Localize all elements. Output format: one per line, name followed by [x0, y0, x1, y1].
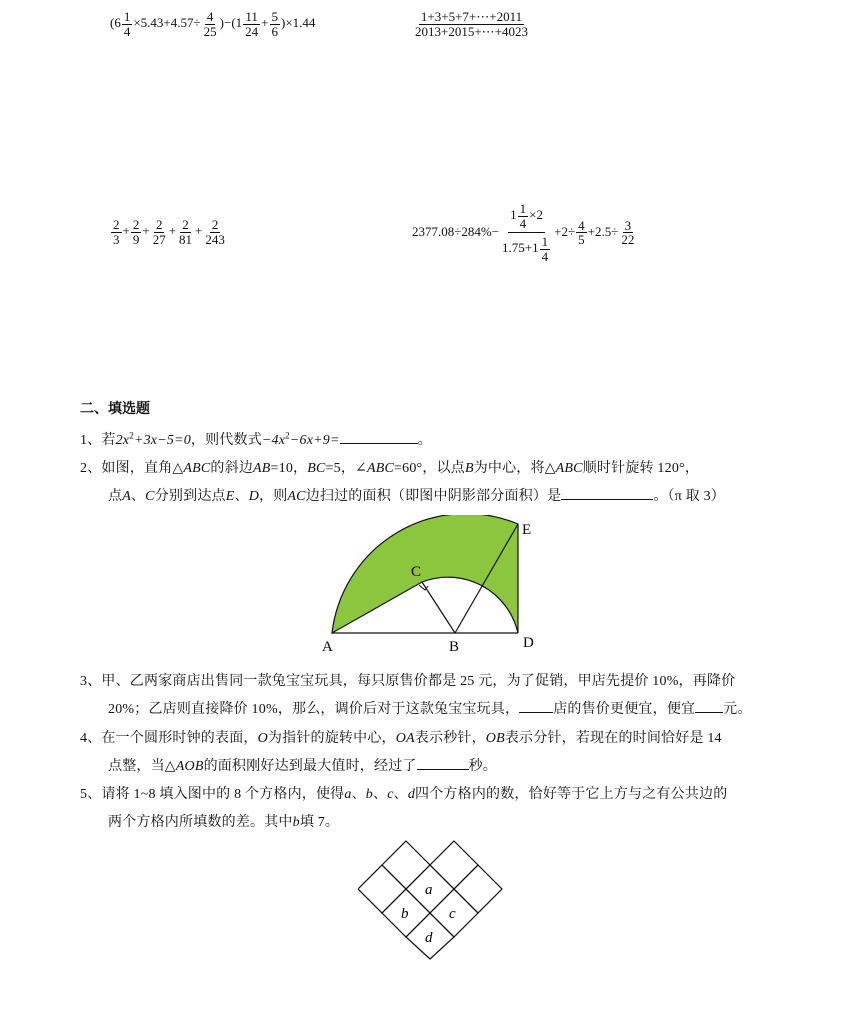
answer-blank[interactable]: [695, 712, 723, 713]
question-2-line-1: 2、如图，直角△ABC的斜边AB=10，BC=5，∠ABC=60°，以点B为中心，将△ABC顺时针旋转 120°，: [80, 461, 700, 476]
calc-expression-1: (6 $\frac{1}{4}$ ×5.43+4.57÷ $\frac{4}{25}$ )−(1 $\frac{11}{24}$ + $\frac{5}{6}$ )×1.44: [110, 9, 316, 39]
label-A: A: [322, 639, 333, 655]
shaded-region: [332, 515, 518, 633]
label-a: a: [425, 882, 433, 898]
fraction: $\frac{5}{6}$: [271, 9, 278, 39]
question-2-line-2: 点A、C分别到达点E、D，则AC边扫过的面积（即图中阴影部分面积）是 。（π 取 3）: [108, 489, 725, 504]
complex-fraction: 1 $\frac{1}{4}$ ×2 1.75+1 $\frac{1}{4}$: [502, 201, 549, 264]
grid-cell: [454, 865, 502, 913]
fraction: $\frac{4}{25}$: [203, 9, 217, 39]
fraction: $\frac{1}{4}$: [123, 9, 131, 39]
answer-blank[interactable]: [561, 499, 653, 500]
segment-BC: [422, 582, 455, 633]
question-3-line-1: 3、甲、乙两家商店出售同一款兔宝宝玩具，每只原售价都是 25 元，为了促销，甲店先提价 10%，再降价: [80, 674, 736, 689]
diamond-grid-figure: [358, 840, 504, 960]
answer-blank[interactable]: [340, 443, 418, 444]
fraction: $\frac{1+3+5+7+\cdots+2011}{2013+2015+\cdots+4023}$: [415, 9, 528, 39]
question-4-line-1: 4、在一个圆形时钟的表面，O为指针的旋转中心，OA表示秒针，OB表示分针，若现在的时间恰好是 14: [80, 731, 722, 746]
question-1: 1、若$2x^2+3x-5=0$，则代数式$-4x^2-6x+9=$ 。: [80, 430, 432, 448]
label-D: D: [523, 635, 534, 651]
label-B: B: [449, 639, 460, 655]
grid-cell: [358, 865, 406, 913]
question-4-line-2: 点整，当△AOB的面积刚好达到最大值时，经过了 秒。: [108, 759, 498, 774]
answer-blank[interactable]: [519, 712, 553, 713]
question-5-line-2: 两个方格内所填数的差。其中b填 7。: [108, 815, 340, 830]
label-d: d: [425, 930, 433, 946]
label-E: E: [522, 522, 532, 538]
grid-cell: [430, 841, 478, 889]
question-5-line-1: 5、请将 1~8 填入图中的 8 个方格内，使得a、b、c、d四个方格内的数，恰好等于它上方与之有公共边的: [80, 787, 728, 802]
answer-blank[interactable]: [417, 769, 469, 770]
section-heading: 二、填选题: [80, 402, 150, 417]
label-b: b: [401, 906, 409, 922]
question-3-line-2: 20%；乙店则直接降价 10%，那么，调价后对于这款兔宝宝玩具， 店的售价更便宜，便宜 元。: [108, 702, 752, 717]
rotation-figure: [320, 515, 550, 655]
label-C: C: [411, 564, 422, 580]
fraction: $\frac{11}{24}$: [245, 9, 259, 39]
calc-expression-3: $\frac{2}{3}$ + $\frac{2}{9}$ + $\frac{2}{27}$ + $\frac{2}{81}$ + $\frac{2}{243}$: [113, 217, 225, 247]
calc-expression-2: [412, 10, 531, 38]
calc-expression-4: 2377.08÷284%− 1 $\frac{1}{4}$ ×2 1.75+1 $\frac{1}{4}$ +2÷ $\frac{4}{5}$ +2.5÷ $\frac{3}{22}$: [412, 201, 635, 264]
label-c: c: [449, 906, 456, 922]
grid-cell: [382, 841, 430, 889]
